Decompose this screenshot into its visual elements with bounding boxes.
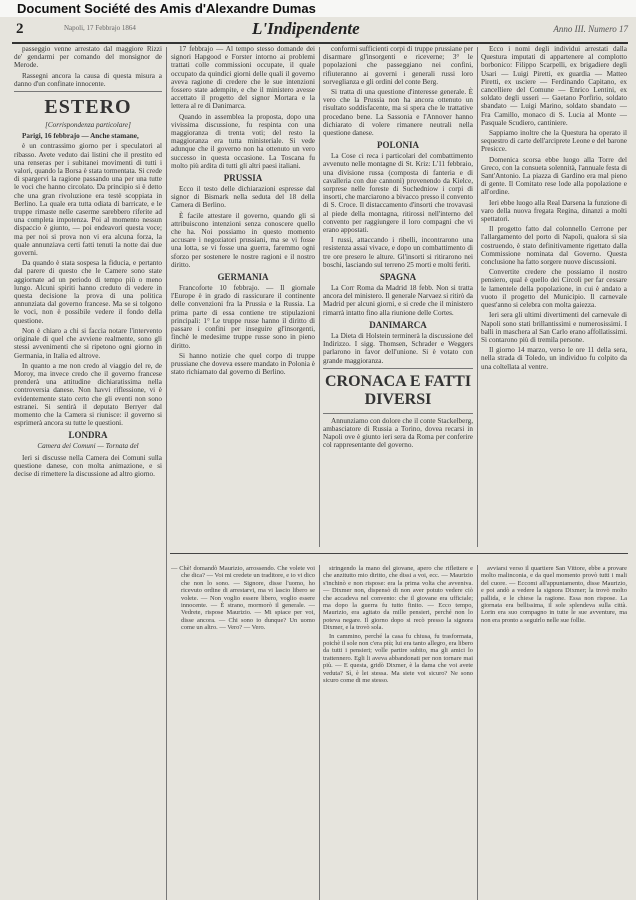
feuilleton-text: — Chè! domandò Maurizio, arrossendo. Che volete voi che dica? — Voi mi credete un traditore, e io vi dico che non lo sono. — Signore, disse l'uomo, ho ricevuto ordine di arrestarvi, ma vi lascio libero se volete. — Non voglio essere libero, voglio essere innocente. — È strano, mormorò il generale. — Vedrete, rispose Maurizio. — Mi spiace per voi, disse ancora. — Chi sono io dunque? Un uomo come un altro. — Vero? — Vero.	[171, 565, 315, 632]
section-danimarca: DANIMARCA	[369, 319, 427, 330]
column-divider	[166, 47, 167, 900]
document-title: Document Société des Amis d'Alexandre Dumas	[17, 1, 316, 16]
section-polonia: POLONIA	[376, 140, 419, 151]
col1-paragraph: Non è chiaro a chi si faccia notare l'intervento originale di quel che avviene realmente, sono gli stessi avvenimenti che si ripetono ogni giorno in Germania, in Italia ed altrove.	[14, 326, 162, 360]
col4-paragraph: Il progetto fatto dal colonnello Cerrone per l'allargamento del porto di Napoli, qualora si sia costruendo, è stato definitivamente rigettato dalla Commissione nominata dal Governo. Questa conclusione ha fatto sorgere nuove discussioni.	[481, 225, 627, 267]
col4-paragraph: Il giorno 14 marzo, verso le ore 11 della sera, nella strada di Toledo, un individuo fu colpito da una coltellata al ventre.	[481, 346, 627, 371]
column-3	[323, 45, 473, 553]
paris-dateline: Parigi, 16 febbrajo — Anche stamane,	[22, 132, 139, 141]
header-issue: Anno III. Numero 17	[553, 24, 628, 34]
col1-paragraph: Ieri si discusse nella Camera dei Comuni sulla questione danese, con molta animazione, e si decise di rimettere la discussione ad altro giorno.	[14, 453, 162, 478]
col2-paragraph: Si hanno notizie che quel corpo di truppe prussiane che doveva essere mandato in Polonia è stato richiamato dal governo di Berlino.	[171, 351, 315, 377]
column-divider	[319, 47, 320, 547]
column-2	[171, 45, 315, 553]
camera-label: Camera dei Comuni — Tornata del	[37, 442, 139, 451]
newspaper-title: L'Indipendente	[252, 19, 360, 38]
col1-paragraph: Da quando è stata sospesa la fiducia, e pertanto dal parere di questo che le Camere sono state aggiornate ad un periodo di tempo più o meno lungo. Alcuni spiriti hanno creduto di vedere in questa decisione la prova di una politica annunziata dal governo francese. Ma se si tolgono le voci, non è possibile vedere il fondo della questione.	[14, 259, 162, 325]
col3-paragraph: conformi sufficienti corpi di truppe prussiane per disarmare gl'insorgenti e riceverne; 3° le popolazioni che passeggiano nei confini, rifiuteranno ai governi i generali russi loro sorveglianza e gli ordini del conte Berg.	[323, 45, 473, 86]
col3-paragraph: Si tratta di una questione d'interesse generale. È vero che la Prussia non ha ancora ottenuto un risultato soddisfacente, ma si spera che le trattative procedano bene. La Sassonia e l'Annover hanno dichiarato di volere rimanere neutrali nella questione danese.	[323, 88, 473, 138]
column-divider	[477, 47, 478, 547]
feuilleton-column-1	[171, 565, 315, 895]
col2-paragraph: Ecco il testo delle dichiarazioni espresse dal signor di Bismark nella seduta del 18 della Camera di Berlino.	[171, 185, 315, 210]
section-cronaca: CRONACA E FATTI DIVERSI	[324, 372, 472, 408]
header-date: Napoli, 17 Febbrajo 1864	[64, 24, 136, 32]
divider	[323, 368, 473, 369]
corrispondenza-label: [Corrispondenza particolare]	[45, 121, 131, 130]
col3-paragraph: La Corr Roma da Madrid 18 febb. Non si tratta ancora del ministero. Il generale Narvaez si ritirò da Madrid per alcuni giorni, e si crede che il ministero rimarrà intatto fino alla riunione delle Cortes.	[323, 284, 473, 317]
section-londra: LONDRA	[68, 430, 108, 441]
col1-paragraph: passeggio venne arrestato dal maggiore Rizzi de' gendarmi per comando del monsignor de Merode.	[14, 45, 162, 70]
column-divider	[477, 565, 478, 900]
column-4	[481, 45, 627, 553]
divider	[323, 413, 473, 414]
col2-paragraph: Quando in assemblea la proposta, dopo una vivissima discussione, fu respinta con una maggioranza di trenta voti; del resto la maggioranza era tutta ministeriale. Si vede adunque che il governo non ha ottenuto un vero successo in questa occasione. La Toscana fu molto più ardita di tutti gli altri paesi italiani.	[171, 112, 315, 170]
col4-paragraph: Domenica scorsa ebbe luogo alla Torre del Greco, con la consueta solennità, l'annuale festa di Sant'Antonio. La piazza di Gardino era mal pieno di gente. Il Comitato rese lode alla popolazione e all'ordine.	[481, 155, 627, 197]
col2-paragraph: 17 febbrajo — Al tempo stesso domande dei signori Hapgood e Forster intorno ai problemi trattati colle commissioni occupate, il quale occupato da quindici giorni delle quali il governo aveva ragione di credere che le sue intenzioni fossero state adempite, e che il ministero avesse accettato il progetto del signor Mortara e la lettera al re di Danimarca.	[171, 45, 315, 111]
col4-paragraph: Ieri sera gli ultimi divertimenti del carnevale di Napoli sono stati brillantissimi e numerosissimi. I balli in maschera al San Carlo erano affollatissimi. Si contarono più di tremila persone.	[481, 311, 627, 344]
col2-paragraph: È facile attestare il governo, quando gli si attribuiscono intenzioni senza conoscere quello che ha. Noi possiamo in questo momento accusare i negoziatori prussiani, ma se vi fosse una lotta, se vi fosse una guerra, faremmo ogni sforzo per sostenere le nostre ragioni e il nostro diritto.	[171, 211, 315, 269]
document-title-bar	[0, 0, 636, 18]
col1-paragraph: In quanto a me non credo al viaggio del re, de Moroy, ma invece credo che il governo francese prenderà una attitudine dichiaratissima nella controversia danese. Non havvi riflessione, vi è evidentemente stato certo che gli eventi non sono estranei. Si sentirà il deputato Berryer dal momento che la Camera si riunisce: il governo si esprimerà ancora su tutte le questioni.	[14, 361, 162, 428]
feuilleton-text: stringendo la mano del giovane, apero che riflettere e che anzitutto mio diritto, che dissi a voi, ecc. — Maurizio s'inchinò e non rispose: era la prima volta che avveniva. — Dixmer non, dispensò di non aver potuto vedere ciò che accadeva nel convento: che il giovane era ufficiale; ma dopo la guerra fu tutto finito. — Ecco tempo, Maurizio, era agitato da mille pensieri, perché non lo poteva negare. Il giorno dopo si recò presso la signora Dixmer, e la trovò sola.	[323, 565, 473, 632]
feuilleton-text: avviarsi verso il quartiere San Vittore, ebbe a provare molto malinconia, e da quel momento provò tutti i mali del cuore. — Eccomi all'appuntamento, disse Maurizio, e poi andò a vedere la signora Dixmer; la trovò molto pallida, e le chiese la ragione. Essa non rispose. La giornata era bellissima, il sole splendeva sulla città. Lorin era suo compagno in tutte le sue avventure, ma non era pronto a seguirlo nelle sue follie.	[481, 565, 627, 624]
feuilleton-text: In cammino, perché la casa fu chiusa, fu trasformata, poichè il sole non c'era più; lui era tanto allegro, era libero da tutti i pensieri; volle partire subito, ma gli amici lo trattennero. Egli li aveva abbandonati per non tornare mai più. — E questa, gridò Dixmer, è la dama che voi avete veduta? Sì, è lei stessa. Ma siete voi sicuro? Ne sono sicuro come di me stesso.	[323, 632, 473, 685]
column-1	[14, 45, 162, 895]
section-estero: ESTERO	[44, 96, 132, 119]
header-rule	[12, 42, 628, 44]
column-divider	[319, 565, 320, 900]
col3-paragraph: La Dieta di Holstein terminerà la discussione del Indirizzo. I sigg. Thomsen, Schrader e Weggers parlarono in favor dell'unione. Si è votato con grande maggioranza.	[323, 331, 473, 365]
col3-paragraph: Annunziamo con dolore che il conte Stackelberg, ambasciatore di Russia a Torino, dovea recarsi in Napoli ove è giunto ieri sera da Roma per conferire col rappresentante del governo.	[323, 416, 473, 450]
feuilleton-column-2	[323, 565, 473, 895]
col3-paragraph: I russi, attaccando i ribelli, incontrarono una resistenza assai vivace, e dopo un combattimento di tre ore presero le alture. Gl'insorti si ritirarono nei boschi, lasciando sul terreno 25 morti e molti feriti.	[323, 236, 473, 269]
feuilleton-column-3	[481, 565, 627, 895]
feuilleton-rule	[170, 553, 628, 554]
col4-paragraph: Convertite credere che possiamo il nostro pensiero, qual è quello dei Circoli per far cessare le lamentele della popolazione, in cui è andato a vuoto il progetto del Municipio. Il carnevale quest'anno si celebra con molta gaiezza.	[481, 268, 627, 310]
col4-paragraph: Ecco i nomi degli individui arrestati dalla Questura imputati di appartenere al complotto borbonico: Filippo Scarpelli, ex brigadiere degli Usari — Luigi Piretti, ex guardia — Matteo Piretti, ex usciere — Ferdinando Capitano, ex cancelliere del Comune — Enrico Lentini, ex soldato degli usseri — Gaetano Porfirio, soldato sbandato — Luigi Marino, soldato sbandato — Fra Camillo, monaco di S. Lucia al Monte — Pasquale Scudiero, cantiniere.	[481, 45, 627, 127]
divider	[14, 91, 162, 92]
col4-paragraph: Ieri ebbe luogo alla Real Darsena la funzione di varo della nuova fregata Regina, dinanzi a molti spettatori.	[481, 198, 627, 224]
section-germania: GERMANIA	[217, 272, 269, 283]
col3-paragraph: La Cose ci reca i particolari del combattimento avvenuto nelle montagne di St. Kriz: L'11 febbraio, una divisione russa (composta di fanteria e di cavalleria con due cannoni) provenendo da Kielce, sorprese nelle foreste di Suchedniow i corpi di insorti, che marciarono a bivacco presso il convento di S. Croce. Il distaccamento d'insorti che trovavasi al piede della montagna, ritirossi nell'interno del convento per raggiungere il loro compagni che vi erano appostati.	[323, 152, 473, 235]
section-prussia: PRUSSIA	[223, 173, 263, 184]
col4-paragraph: Sappiamo inoltre che la Questura ha operato il sequestro di carte dell'arciprete Leone e del barone Presicce.	[481, 129, 627, 154]
page-number: 2	[16, 21, 24, 37]
section-spagna: SPAGNA	[379, 272, 417, 283]
col1-paragraph: è un contrassimo giorno per i speculatori al ribasso. Avete veduto dai listini che il prestito ed una renseras per i subitanei movimenti di tutti i valori, quando la Borsa è stata tormentata. Si crede di spargervi la ragione passando una per una tutte le voci che hanno circolato. Da principio si è detto che una gran rivoluzione era testè scoppiata in Berlino. La quale era tutta odiata di barricate, e le truppe rimaste nelle caserme sarebbero riferite ad una completa impotenza. Poi al momento nessun dispaccio è giunto, — poi endeavori questa voce; ma per noi si prova non vi era alcuna forza, la quale annunziava certi fatti tenuti la notte dai due governi.	[14, 142, 162, 258]
page-header	[16, 21, 628, 41]
newspaper-page	[0, 17, 636, 900]
col1-paragraph: Rassegni ancora la causa di questa misura a danno d'un confinate innocente.	[14, 71, 162, 88]
col2-paragraph: Francoforte 10 febbrajo. — Il giornale l'Europe è in grado di rassicurare il continente delle convenzioni fra la Prussia e la Russia. La prima parte di essa contiene tre stipulazioni principali: 1° Le truppe russe hanno il diritto di passare i confini per inseguire gl'insorgenti, finchè le medesime truppe russe sono in pieno diritto.	[171, 284, 315, 350]
